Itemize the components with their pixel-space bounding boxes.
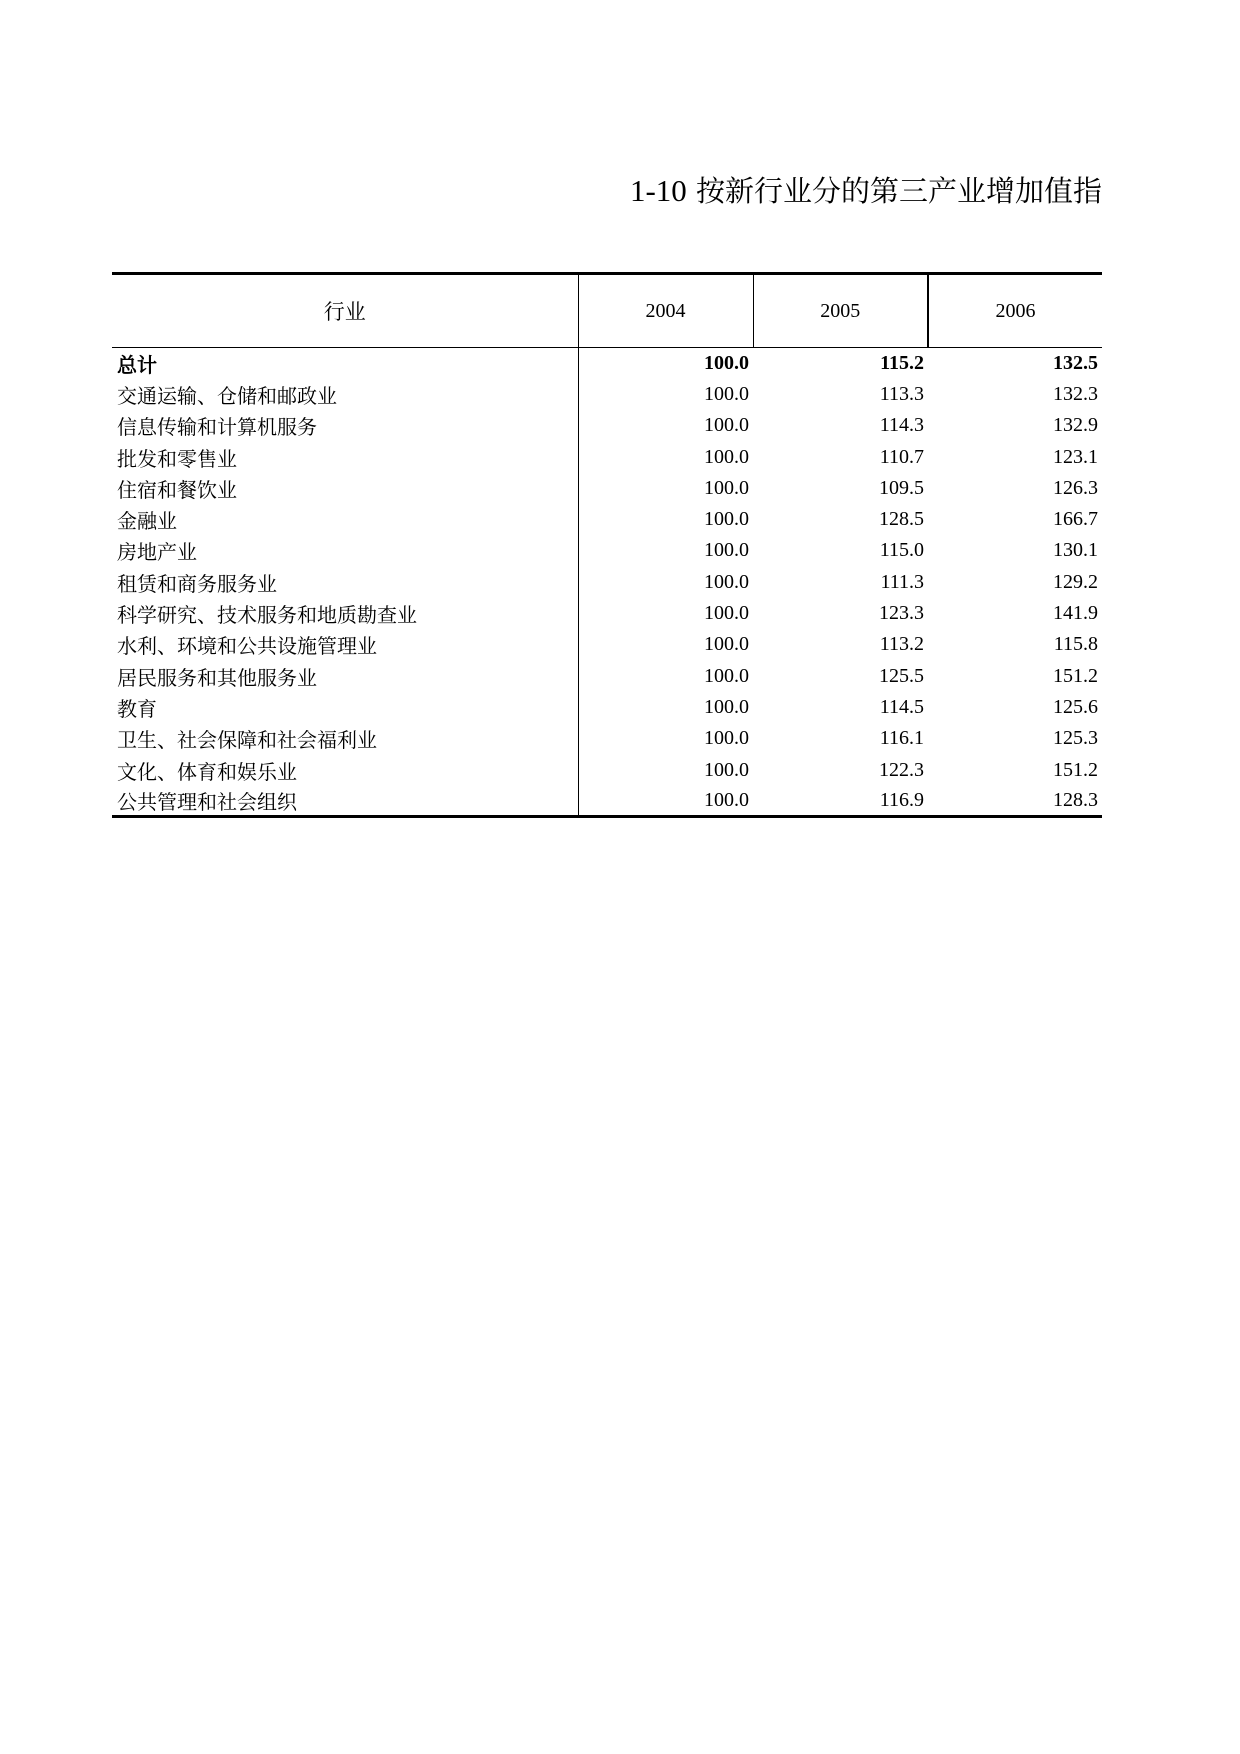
table-row-total: [112, 348, 1102, 379]
row-value-2006: 125.3: [1053, 727, 1098, 750]
row-value-2005: 114.3: [879, 414, 924, 437]
row-value-2004: 100.0: [704, 695, 749, 718]
row-value-2005: 125.5: [879, 664, 924, 687]
title-text: 按新行业分的第三产业增加值指: [695, 174, 1102, 208]
row-name: 交通运输、仓储和邮政业: [112, 379, 578, 410]
page-title: [630, 165, 1102, 217]
row-value-2005: 115.0: [879, 539, 924, 562]
row-value-2005: 113.3: [879, 382, 924, 405]
table-row: [112, 567, 1102, 598]
table-row: [112, 629, 1102, 660]
row-value-2005: 113.2: [879, 633, 924, 656]
title-container: [112, 165, 1102, 225]
row-value-2005: 123.3: [879, 602, 924, 625]
row-value-2005: 116.9: [753, 786, 928, 817]
row-value-2006: 151.2: [1053, 664, 1098, 687]
data-table: [112, 272, 1102, 818]
row-value-2005: 115.2: [880, 351, 924, 374]
table-number: 1-10: [629, 173, 687, 208]
row-value-2004: 100.0: [704, 539, 749, 562]
row-value-2006: 128.3: [928, 786, 1102, 817]
header-row: [112, 274, 1102, 348]
row-value-2006: 132.3: [1053, 382, 1098, 405]
row-value-2005: 122.3: [879, 758, 924, 781]
table-row: [112, 504, 1102, 535]
row-name: 信息传输和计算机服务: [112, 410, 578, 441]
row-name: 房地产业: [112, 535, 578, 566]
row-value-2004: 100.0: [704, 508, 749, 531]
row-value-2006: 125.6: [1053, 695, 1098, 718]
row-value-2006: 166.7: [1053, 508, 1098, 531]
header-year-2006: 2006: [928, 274, 1102, 348]
row-name: 租赁和商务服务业: [112, 567, 578, 598]
table-row: [112, 660, 1102, 691]
row-name: 公共管理和社会组织: [112, 786, 578, 817]
row-value-2006: 126.3: [1053, 476, 1098, 499]
row-value-2004: 100.0: [704, 382, 749, 405]
header-industry: 行业: [112, 274, 578, 348]
table-row: [112, 598, 1102, 629]
row-value-2005: 114.5: [879, 695, 924, 718]
row-value-2006: 130.1: [1053, 539, 1098, 562]
row-value-2006: 141.9: [1053, 602, 1098, 625]
row-value-2006: 129.2: [1053, 570, 1098, 593]
row-value-2006: 115.8: [1053, 633, 1098, 656]
table-row: [112, 754, 1102, 785]
row-name: 文化、体育和娱乐业: [112, 754, 578, 785]
row-value-2006: 132.5: [1053, 351, 1098, 374]
header-year-2004: 2004: [578, 274, 753, 348]
table-row: [112, 473, 1102, 504]
row-value-2004: 100.0: [704, 664, 749, 687]
header-year-2005: 2005: [753, 274, 928, 348]
table-row: [112, 535, 1102, 566]
row-value-2005: 128.5: [879, 508, 924, 531]
row-value-2005: 110.7: [879, 445, 924, 468]
table-row: [112, 441, 1102, 472]
row-value-2005: 111.3: [880, 570, 924, 593]
row-name: 住宿和餐饮业: [112, 473, 578, 504]
row-value-2004: 100.0: [704, 727, 749, 750]
row-value-2006: 123.1: [1053, 445, 1098, 468]
row-name: 批发和零售业: [112, 441, 578, 472]
row-value-2004: 100.0: [704, 633, 749, 656]
row-name: 总计: [112, 348, 578, 379]
table-row: [112, 379, 1102, 410]
row-name: 水利、环境和公共设施管理业: [112, 629, 578, 660]
row-value-2004: 100.0: [704, 570, 749, 593]
row-value-2004: 100.0: [704, 445, 749, 468]
table-row: [112, 692, 1102, 723]
row-value-2004: 100.0: [704, 414, 749, 437]
row-value-2005: 116.1: [879, 727, 924, 750]
row-value-2004: 100.0: [704, 602, 749, 625]
row-name: 科学研究、技术服务和地质勘查业: [112, 598, 578, 629]
row-name: 卫生、社会保障和社会福利业: [112, 723, 578, 754]
row-value-2005: 109.5: [879, 476, 924, 499]
row-value-2004: 100.0: [704, 476, 749, 499]
row-value-2004: 100.0: [704, 351, 749, 374]
table-row: [112, 786, 1102, 817]
row-value-2006: 132.9: [1053, 414, 1098, 437]
row-name: 金融业: [112, 504, 578, 535]
table-row: [112, 410, 1102, 441]
row-value-2006: 151.2: [1053, 758, 1098, 781]
row-name: 居民服务和其他服务业: [112, 660, 578, 691]
row-value-2004: 100.0: [578, 786, 753, 817]
row-name: 教育: [112, 692, 578, 723]
table-row: [112, 723, 1102, 754]
row-value-2004: 100.0: [704, 758, 749, 781]
